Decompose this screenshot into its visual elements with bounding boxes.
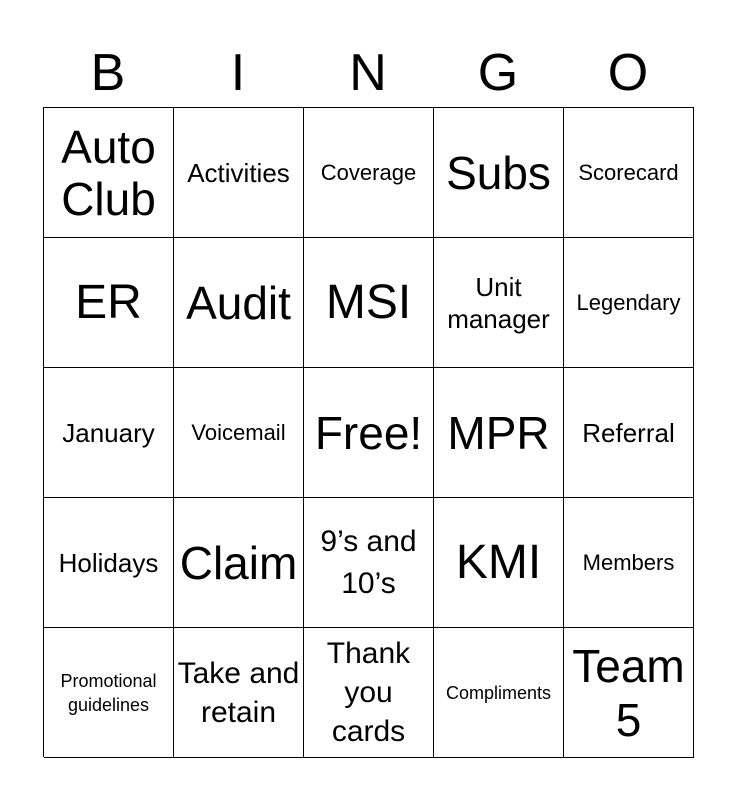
- bingo-cell-r5c1[interactable]: [44, 628, 174, 758]
- bingo-cell-r5c2[interactable]: [174, 628, 304, 758]
- bingo-cell-r4c4[interactable]: [434, 498, 564, 628]
- cell-text: ER: [75, 275, 142, 329]
- cell-text: Compliments: [445, 682, 552, 703]
- header-letter-o: O: [607, 44, 649, 102]
- bingo-cell-r2c1[interactable]: [44, 238, 174, 368]
- bingo-grid: [43, 107, 694, 757]
- bingo-cell-r2c2[interactable]: [174, 238, 304, 368]
- cell-text: Team 5: [572, 639, 685, 746]
- cell-text: Promotional guidelines: [60, 670, 157, 715]
- bingo-cell-r1c2[interactable]: [174, 108, 304, 238]
- cell-text: KMI: [455, 535, 542, 589]
- cell-text: Voicemail: [191, 419, 286, 445]
- bingo-cell-r2c4[interactable]: [434, 238, 564, 368]
- bingo-cell-r1c4[interactable]: [434, 108, 564, 238]
- cell-text: Activities: [187, 157, 290, 188]
- bingo-header: [43, 40, 693, 106]
- header-letter-i: I: [230, 44, 246, 102]
- cell-text: Free!: [314, 406, 423, 459]
- cell-text: Unit manager: [447, 271, 550, 334]
- bingo-cell-r2c3[interactable]: [304, 238, 434, 368]
- free-space-cell[interactable]: [304, 368, 434, 498]
- bingo-cell-r1c3[interactable]: [304, 108, 434, 238]
- bingo-cell-r5c4[interactable]: [434, 628, 564, 758]
- bingo-cell-r3c5[interactable]: [564, 368, 694, 498]
- bingo-cell-r3c1[interactable]: [44, 368, 174, 498]
- bingo-cell-r3c4[interactable]: [434, 368, 564, 498]
- cell-text: Auto Club: [61, 120, 156, 225]
- cell-text: MSI: [325, 275, 412, 329]
- cell-text: Take and retain: [177, 656, 300, 729]
- bingo-cell-r1c5[interactable]: [564, 108, 694, 238]
- cell-text: Thank you cards: [326, 637, 411, 748]
- bingo-cell-r4c1[interactable]: [44, 498, 174, 628]
- cell-text: 9’s and 10’s: [320, 524, 417, 600]
- cell-text: Referral: [582, 417, 675, 448]
- bingo-cell-r5c3[interactable]: [304, 628, 434, 758]
- bingo-cell-r5c5[interactable]: [564, 628, 694, 758]
- bingo-cell-r4c2[interactable]: [174, 498, 304, 628]
- bingo-cell-r4c3[interactable]: [304, 498, 434, 628]
- cell-text: Audit: [186, 276, 291, 329]
- bingo-cell-r2c5[interactable]: [564, 238, 694, 368]
- bingo-cell-r4c5[interactable]: [564, 498, 694, 628]
- cell-text: Coverage: [320, 159, 417, 185]
- header-letter-g: G: [477, 44, 519, 102]
- cell-text: MPR: [447, 406, 550, 459]
- header-letter-n: N: [349, 44, 387, 102]
- cell-text: Members: [582, 549, 675, 575]
- cell-text: Subs: [446, 146, 551, 199]
- bingo-cell-r3c2[interactable]: [174, 368, 304, 498]
- cell-text: Holidays: [58, 547, 159, 578]
- cell-text: Claim: [179, 536, 298, 589]
- header-letter-b: B: [90, 44, 126, 102]
- bingo-cell-r1c1[interactable]: [44, 108, 174, 238]
- cell-text: Scorecard: [578, 159, 679, 185]
- cell-text: January: [62, 417, 155, 448]
- cell-text: Legendary: [576, 289, 681, 315]
